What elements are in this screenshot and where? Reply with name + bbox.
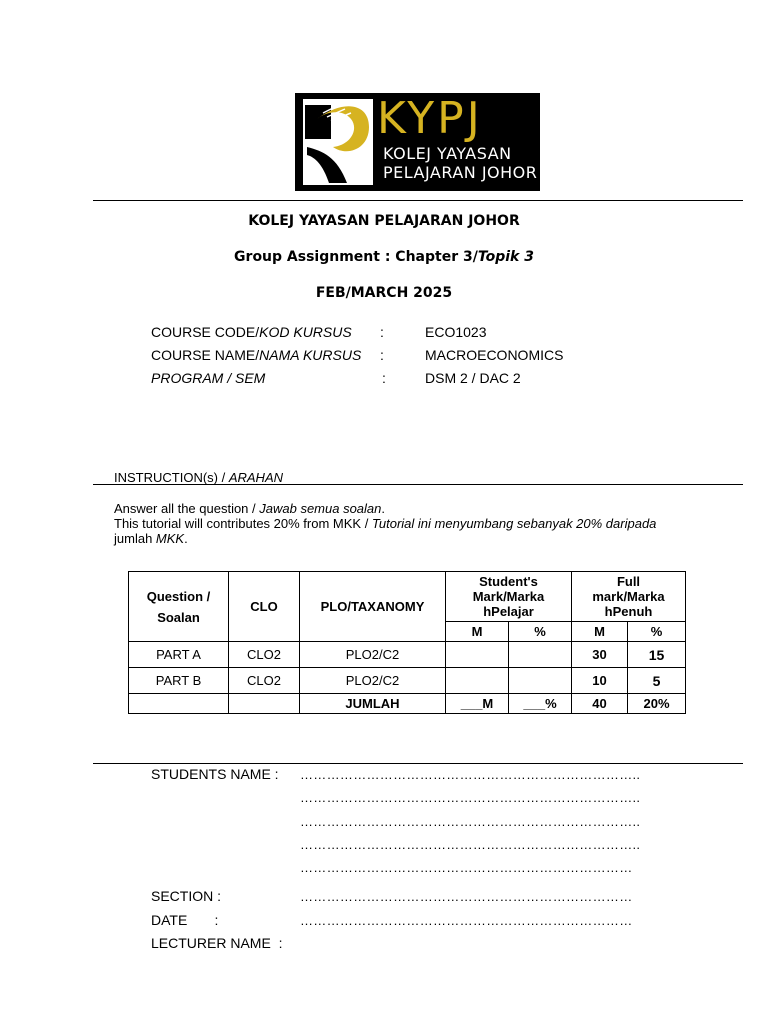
form-rule — [93, 763, 743, 764]
section-field[interactable]: ………………………………………………………………… — [300, 889, 633, 904]
instruction-line-2: This tutorial will contributes 20% from MKK / Tutorial ini menyumbang sebanyak 20% daripada — [114, 516, 657, 531]
students-name-field-5[interactable]: ………………………………………………………………… — [300, 860, 633, 875]
section-label: SECTION : — [151, 888, 222, 904]
table-row — [129, 668, 686, 694]
row-student-m[interactable] — [446, 668, 509, 694]
assignment-title — [0, 249, 768, 265]
row-question: PART A — [129, 642, 229, 668]
date-field[interactable]: ………………………………………………………………… — [300, 913, 633, 928]
assignment-title-main: Group Assignment : Chapter 3/ — [234, 249, 478, 265]
instruction-line-3: jumlah MKK. — [114, 531, 188, 546]
lecturer-name-label: LECTURER NAME : — [151, 935, 283, 951]
subheader-full-pct: % — [628, 622, 686, 642]
students-name-label: STUDENTS NAME : — [151, 766, 279, 782]
row-full-pct: 15 — [628, 642, 686, 668]
total-student-pct[interactable]: ___% — [509, 694, 572, 714]
instruction-rule — [93, 484, 743, 485]
college-logo — [295, 93, 540, 191]
logo-line-1: KOLEJ YAYASAN — [383, 144, 512, 163]
table-total-row — [129, 694, 686, 714]
header-question: Question / Soalan — [129, 572, 229, 642]
total-full-pct: 20% — [628, 694, 686, 714]
total-student-m[interactable]: ___M — [446, 694, 509, 714]
students-name-field-4[interactable]: ………………………………………………………………….. — [300, 837, 641, 852]
row-student-pct[interactable] — [509, 668, 572, 694]
program-sem-label: PROGRAM / SEM — [151, 370, 266, 386]
course-code-label: COURSE CODE/KOD KURSUS — [151, 324, 352, 340]
course-name-label: COURSE NAME/NAMA KURSUS — [151, 347, 362, 363]
row-question: PART B — [129, 668, 229, 694]
instruction-heading: INSTRUCTION(s) / ARAHAN — [114, 470, 284, 485]
header-student-mark: Student's Mark/Marka hPelajar — [446, 572, 572, 622]
subheader-student-pct: % — [509, 622, 572, 642]
total-empty-1 — [129, 694, 229, 714]
logo-emblem — [303, 99, 373, 185]
college-name: KOLEJ YAYASAN PELAJARAN JOHOR — [248, 213, 520, 229]
row-plo: PLO2/C2 — [300, 668, 446, 694]
students-name-field-2[interactable]: ………………………………………………………………….. — [300, 790, 641, 805]
logo-brand: KYPJ — [377, 93, 483, 144]
program-sem-colon: : — [382, 370, 386, 386]
table-row — [129, 642, 686, 668]
row-full-m: 30 — [572, 642, 628, 668]
total-empty-2 — [229, 694, 300, 714]
row-clo: CLO2 — [229, 642, 300, 668]
row-student-pct[interactable] — [509, 642, 572, 668]
row-student-m[interactable] — [446, 642, 509, 668]
instruction-line-1: Answer all the question / Jawab semua soalan. — [114, 501, 386, 516]
program-sem-value: DSM 2 / DAC 2 — [425, 370, 521, 386]
assignment-title-topic: Topik 3 — [477, 249, 534, 265]
course-name-colon: : — [380, 347, 384, 363]
marks-table — [128, 571, 686, 714]
date-label: DATE : — [151, 912, 219, 928]
row-full-m: 10 — [572, 668, 628, 694]
header-plo: PLO/TAXANOMY — [300, 572, 446, 642]
logo-line-2: PELAJARAN JOHOR — [383, 163, 538, 182]
subheader-full-m: M — [572, 622, 628, 642]
table-header-row — [129, 572, 686, 622]
total-label: JUMLAH — [300, 694, 446, 714]
course-code-value: ECO1023 — [425, 324, 487, 340]
header-clo: CLO — [229, 572, 300, 642]
students-name-field-3[interactable]: ………………………………………………………………….. — [300, 814, 641, 829]
session-title: FEB/MARCH 2025 — [315, 285, 453, 301]
row-clo: CLO2 — [229, 668, 300, 694]
header-rule — [93, 200, 743, 201]
row-full-pct: 5 — [628, 668, 686, 694]
total-full-m: 40 — [572, 694, 628, 714]
course-name-value: MACROECONOMICS — [425, 347, 564, 363]
row-plo: PLO2/C2 — [300, 642, 446, 668]
subheader-student-m: M — [446, 622, 509, 642]
course-code-colon: : — [380, 324, 384, 340]
students-name-field-1[interactable]: ………………………………………………………………….. — [300, 767, 641, 782]
header-full-mark: Full mark/Marka hPenuh — [572, 572, 686, 622]
